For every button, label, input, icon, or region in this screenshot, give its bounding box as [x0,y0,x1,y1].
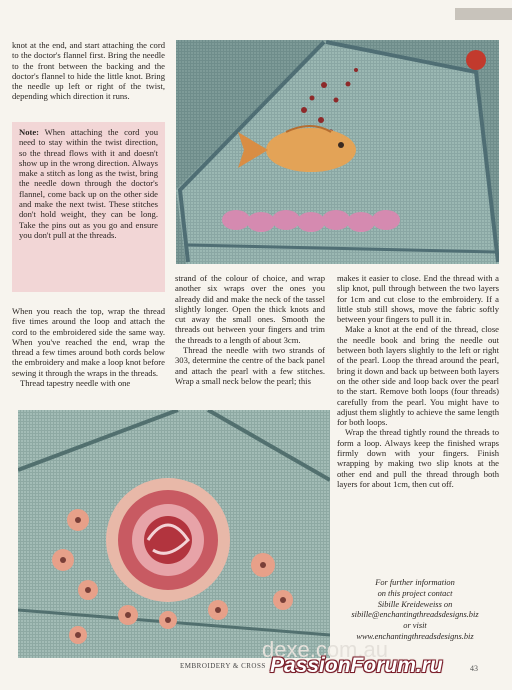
credit-block [330,578,500,643]
col1-para2: When you reach the top, wrap the thread five times around the loop and attach the cord to the embroidered side the same way. When you've reached the end, wrap the thread a few times around both cords below the embroidery and make a loop knot before sewing it through the wraps in the threads. [12,306,165,378]
credit-email-link[interactable]: sibille@enchantingthreadsdesigns.biz [351,610,479,620]
col2-text [175,273,325,386]
note-label: Note: [19,127,40,137]
section-tab [455,8,512,20]
col3-para2: Make a knot at the end of the thread, close the needle book and bring the needle out between both layers slightly to the left or right of the pearl. Loop the thread around the pearl, bring it down and back up between both layers on the other side and loop back over the pearl to the start. Remove both loops (four threads) carefully from the pearl. You might have to adjust them slightly to achieve the same length for both loops. [337,324,499,428]
credit-line2: on this project contact [377,588,453,598]
rose-embroidery-photo [18,410,330,658]
col3-text [337,273,499,489]
note-text: When attaching the cord you need to stay within the twist direction, so the thread flows with it and doesn't show up in the wrong direction. Always make a stitch as long as the twist, bring the needle down through the doctor's flannel, come back up on the other side and make the next twist. These stitches don't hold weight, they can be long. Take the pins out as you go and ensure you don't pull at the threads. [19,127,158,240]
note-box [12,122,165,292]
col1-para3: Thread tapestry needle with one [20,378,131,389]
page-number: 43 [470,664,478,673]
magazine-footer: EMBROIDERY & CROSS [180,662,266,670]
brand-watermark: PassionForum.ru [270,654,443,677]
background-watermark: dexe.com.au [262,637,388,662]
credit-website-link[interactable]: www.enchantingthreadsdesigns.biz [356,631,474,641]
col3-para3: Wrap the thread tightly round the threads to form a loop. Always keep the finished wraps firmly down with your fingers. Finish wrapping by making two slip knots at the other end and pull the thread through both layers for about 1cm, then cut off. [337,427,499,489]
fish-embroidery-photo [176,40,499,264]
col2-para2: Thread the needle with two strands of 303, determine the centre of the back panel and attach the pearl with a few stitches. Wrap a small neck below the pearl; this [175,345,325,386]
col3-para1: makes it easier to close. End the thread with a slip knot, pull through between the two layers for 1cm and cut close to the embroidery. If a little stub still shows, move the fabric softly between your fingers to pull it in. [337,273,499,325]
credit-line3: Sibille Kreideweiss on [377,599,453,609]
credit-line1: For further information [375,578,455,587]
credit-line5: or visit [403,621,427,631]
col1-top-paragraph: knot at the end, and start attaching the cord to the doctor's flannel first. Bring the needle to the front between the backing and the doctor's flannel to hide the little knot. Bring the needle up left or right of the twist, depending which direction it runs. [12,40,165,102]
col2-para1: strand of the colour of choice, and wrap another six wraps over the ones you already did and make the neck of the tassel slightly longer. Open the thick knots and cut away the small ones. Smooth the threads out between your fingers and trim the threads to a length of about 3cm. [175,273,325,345]
col1-lower-text [12,306,165,388]
